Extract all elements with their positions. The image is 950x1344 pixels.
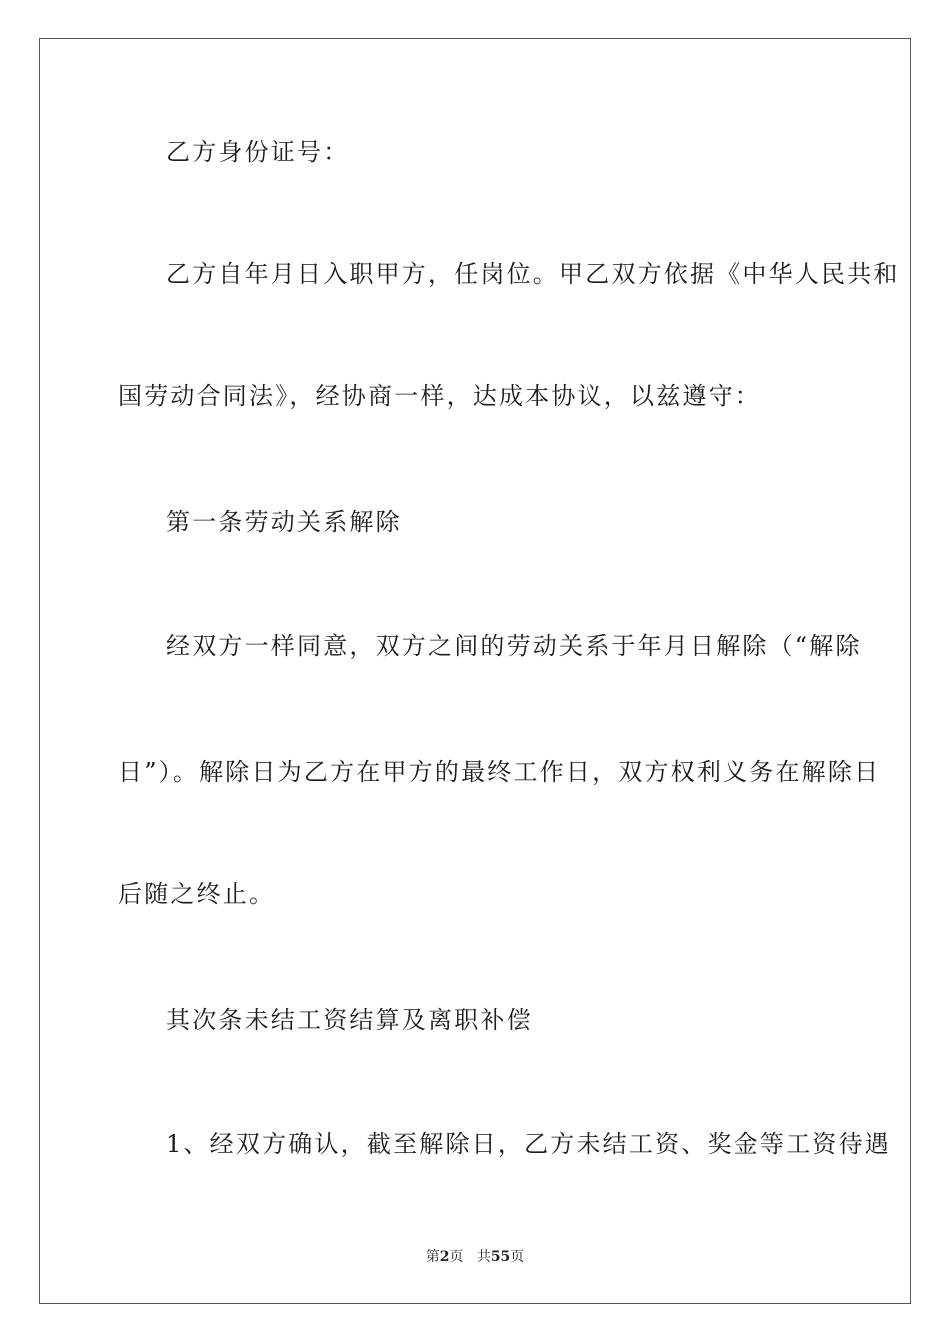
page-footer [0, 1248, 950, 1266]
paragraph-line: 国劳动合同法》，经协商一样，达成本协议，以兹遵守： [118, 382, 761, 410]
page-prefix: 第 [425, 1249, 440, 1265]
paragraph-line: 经双方一样同意，双方之间的劳动关系于年月日解除（“解除 [166, 632, 862, 660]
page-number: 2 [439, 1249, 450, 1265]
section-heading: 第一条劳动关系解除 [166, 508, 402, 536]
total-prefix: 共 [476, 1249, 491, 1265]
total-suffix: 页 [510, 1249, 525, 1265]
paragraph-line: 1、经双方确认，截至解除日，乙方未结工资、奖金等工资待遇 [166, 1130, 891, 1158]
paragraph-line: 日”）。解除日为乙方在甲方的最终工作日，双方权利义务在解除日 [118, 758, 881, 786]
id-number-line: 乙方身份证号： [166, 138, 350, 166]
paragraph-line: 乙方自年月日入职甲方，任岗位。甲乙双方依据《中华人民共和 [166, 260, 900, 288]
paragraph-line: 后随之终止。 [118, 880, 276, 908]
page-suffix: 页 [449, 1249, 464, 1265]
total-pages: 55 [490, 1249, 511, 1265]
page-border [39, 38, 911, 1304]
section-heading: 其次条未结工资结算及离职补偿 [166, 1006, 533, 1034]
